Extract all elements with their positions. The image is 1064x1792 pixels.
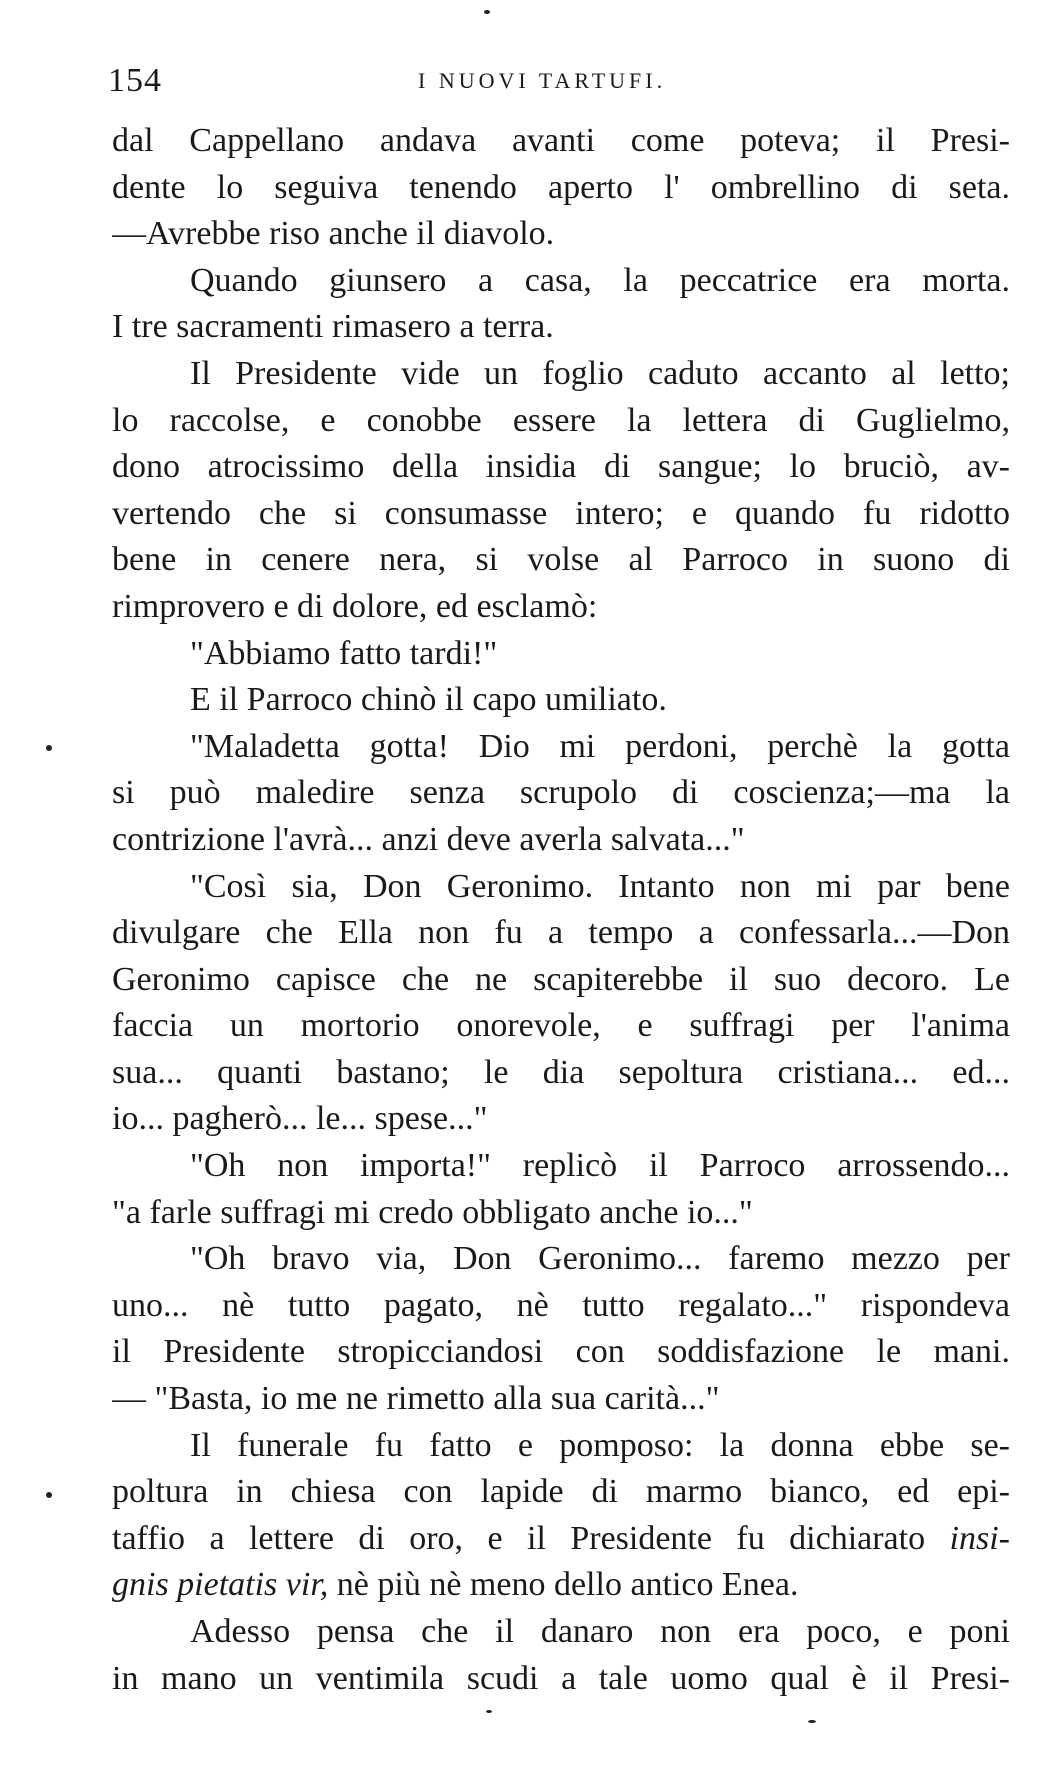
ink-speck [484,10,490,14]
text-segment: nè più nè meno dello antico Enea. [336,1566,799,1604]
text-line: bene in cenere nera, si volse al Parroco in suono di [112,541,1010,579]
text-line: "Così sia, Don Geronimo. Intanto non mi par bene [190,867,1010,905]
ink-speck [46,1492,52,1498]
text-line: "Oh bravo via, Don Geronimo... faremo mezzo per [190,1240,1010,1278]
text-line: Adesso pensa che il danaro non era poco, e poni [190,1613,1010,1650]
text-line: vertendo che si consumasse intero; e quando fu ridotto [112,494,1010,532]
text-line: in mano un ventimila scudi a tale uomo qual è il Presi- [112,1659,1010,1697]
text-line: uno... nè tutto pagato, nè tutto regalato..." rispondeva [112,1286,1010,1324]
ink-speck [486,1710,492,1713]
text-line: "Maladetta gotta! Dio mi perdoni, perchè la gotta [190,727,1010,765]
text-line: Geronimo capisce che ne scapiterebbe il suo decoro. Le [112,960,1010,998]
ink-speck [808,1720,816,1723]
ink-speck [46,745,52,751]
text-line: Quando giunsero a casa, la peccatrice era morta. [190,261,1010,299]
italic-phrase: gnis pietatis vir, [112,1566,329,1604]
text-line: poltura in chiesa con lapide di marmo bianco, ed epi- [112,1473,1010,1511]
text-line: dal Cappellano andava avanti come poteva; il Presi- [112,122,1010,159]
text-line: sua... quanti bastano; le dia sepoltura cristiana... ed... [112,1053,1010,1091]
text-line: — "Basta, io me ne rimetto alla sua carità..." [112,1380,720,1418]
text-line: "a farle suffragi mi credo obbligato anche io..." [112,1193,753,1231]
text-line: faccia un mortorio onorevole, e suffragi per l'anima [112,1007,1010,1045]
text-line [112,1562,1010,1609]
text-line: lo raccolse, e conobbe essere la lettera di Guglielmo, [112,401,1010,439]
text-line: si può maledire senza scrupolo di coscienza;—ma la [112,774,1010,812]
text-line: io... pagherò... le... spese..." [112,1100,488,1138]
text-line: il Presidente stropicciandosi con soddisfazione le mani. [112,1333,1010,1371]
text-line: E il Parroco chinò il capo umiliato. [190,681,667,719]
running-title: I NUOVI TARTUFI. [418,68,667,93]
text-line [112,1516,1010,1563]
text-line: divulgare che Ella non fu a tempo a confessarla...—Don [112,914,1010,952]
page-number: 154 [108,62,162,99]
text-line: —Avrebbe riso anche il diavolo. [112,215,555,253]
text-line: Il Presidente vide un foglio caduto accanto al letto; [190,354,1010,392]
text-line: contrizione l'avrà... anzi deve averla salvata..." [112,820,745,858]
text-line: Il funerale fu fatto e pomposo: la donna ebbe se- [190,1426,1010,1464]
text-line: dono atrocissimo della insidia di sangue; lo bruciò, av- [112,448,1010,486]
text-segment: taffio a lettere di oro, e il Presidente fu dichiarato [112,1519,926,1557]
italic-phrase: insi- [949,1519,1010,1557]
page-header [108,62,1008,102]
body-text [112,118,1010,1702]
text-line: "Abbiamo fatto tardi!" [190,634,498,672]
text-line: "Oh non importa!" replicò il Parroco arrossendo... [190,1147,1010,1185]
text-line: dente lo seguiva tenendo aperto l' ombrellino di seta. [112,168,1010,206]
text-line: rimprovero e di dolore, ed esclamò: [112,587,598,625]
text-line: I tre sacramenti rimasero a terra. [112,308,554,346]
